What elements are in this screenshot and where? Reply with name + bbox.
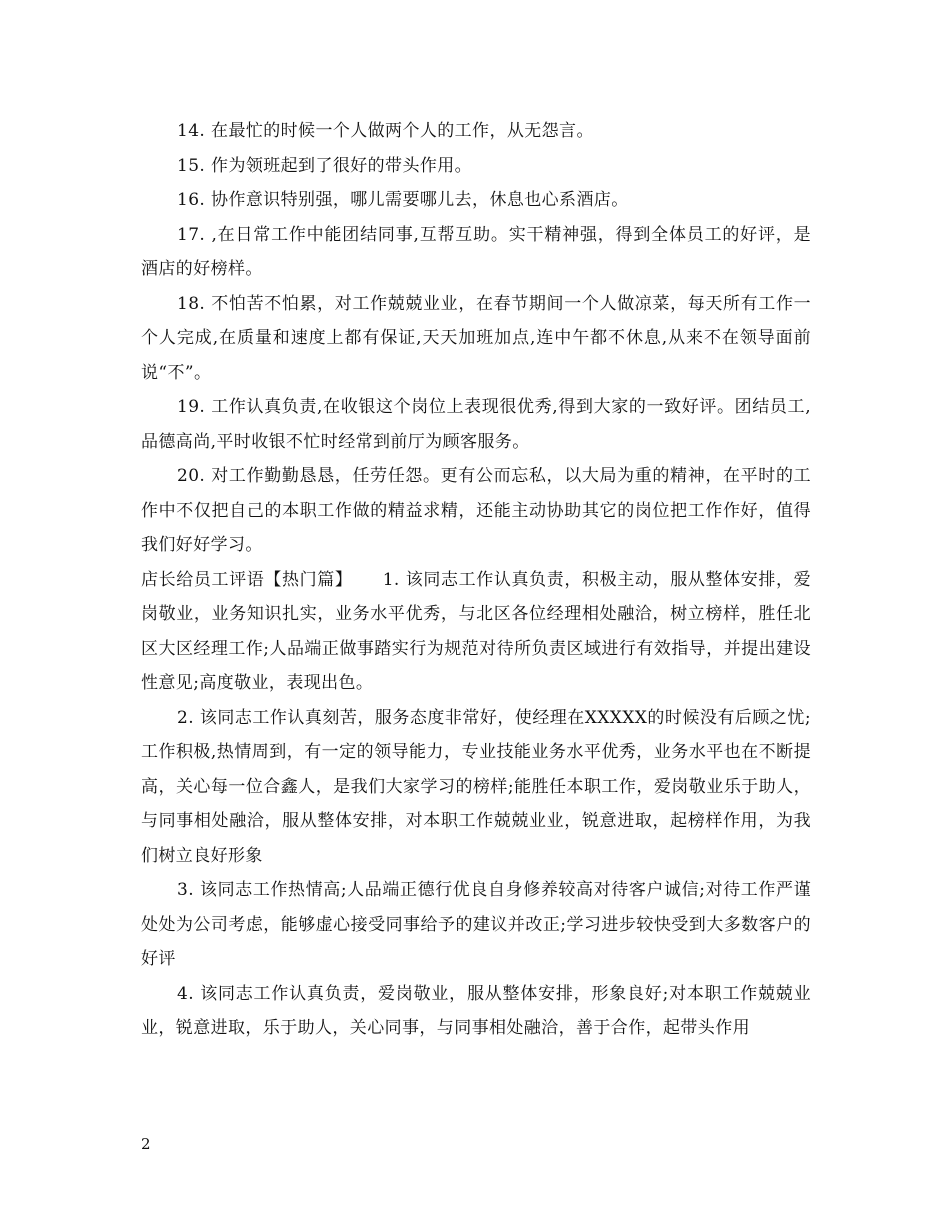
paragraph-item-17: 17. ,在日常工作中能团结同事,互帮互助。实干精神强，得到全体员工的好评，是酒店的好榜样。 [141, 224, 811, 279]
section-item-4: 4. 该同志工作认真负责，爱岗敬业，服从整体安排，形象良好;对本职工作兢兢业业，锐意进取，乐于助人，关心同事，与同事相处融洽，善于合作，起带头作用 [141, 983, 811, 1038]
paragraph-item-18: 18. 不怕苦不怕累，对工作兢兢业业，在春节期间一个人做凉菜，每天所有工作一个人完成,在质量和速度上都有保证,天天加班加点,连中午都不休息,从来不在领导面前说“不”。 [141, 293, 811, 383]
section-item-3: 3. 该同志工作热情高;人品端正德行优良自身修养较高对待客户诚信;对待工作严谨处处为公司考虑，能够虚心接受同事给予的建议并改正;学习进步较快受到大多数客户的好评 [141, 880, 811, 969]
paragraph-item-19: 19. 工作认真负责,在收银这个岗位上表现很优秀,得到大家的一致好评。团结员工,品德高尚,平时收银不忙时经常到前厅为顾客服务。 [141, 397, 811, 452]
section-item-1: 1. 该同志工作认真负责，积极主动，服从整体安排，爱岗敬业，业务知识扎实，业务水平优秀，与北区各位经理相处融洽，树立榜样，胜任北区大区经理工作;人品端正做事踏实行为规范对待所负责区域进行有效指导，并提出建设性意见;高度敬业，表现出色。 [141, 569, 811, 693]
section-spacer [353, 570, 383, 590]
section-paragraph-1 [141, 563, 811, 701]
page-number: 2 [141, 1135, 151, 1153]
document-body [141, 114, 811, 1046]
paragraph-item-20: 20. 对工作勤勤恳恳，任劳任怨。更有公而忘私，以大局为重的精神，在平时的工作中不仅把自己的本职工作做的精益求精，还能主动协助其它的岗位把工作作好，值得我们好好学习。 [141, 466, 811, 555]
paragraph-item-16: 16. 协作意识特别强，哪儿需要哪儿去，休息也心系酒店。 [177, 190, 629, 210]
paragraph-item-15: 15. 作为领班起到了很好的带头作用。 [177, 155, 473, 176]
paragraph-item-14: 14. 在最忙的时候一个人做两个人的工作，从无怨言。 [177, 121, 594, 141]
section-item-2: 2. 该同志工作认真刻苦，服务态度非常好，使经理在XXXXX的时候没有后顾之忧;工作积极,热情周到，有一定的领导能力，专业技能业务水平优秀，业务水平也在不断提高，关心每一位合鑫人，是我们大家学习的榜样;能胜任本职工作，爱岗敬业乐于助人，与同事相处融洽，服从整体安排，对本职工作兢兢业业，锐意进取，起榜样作用，为我们树立良好形象 [141, 707, 811, 866]
section-heading: 店长给员工评语【热门篇】 [141, 569, 353, 590]
